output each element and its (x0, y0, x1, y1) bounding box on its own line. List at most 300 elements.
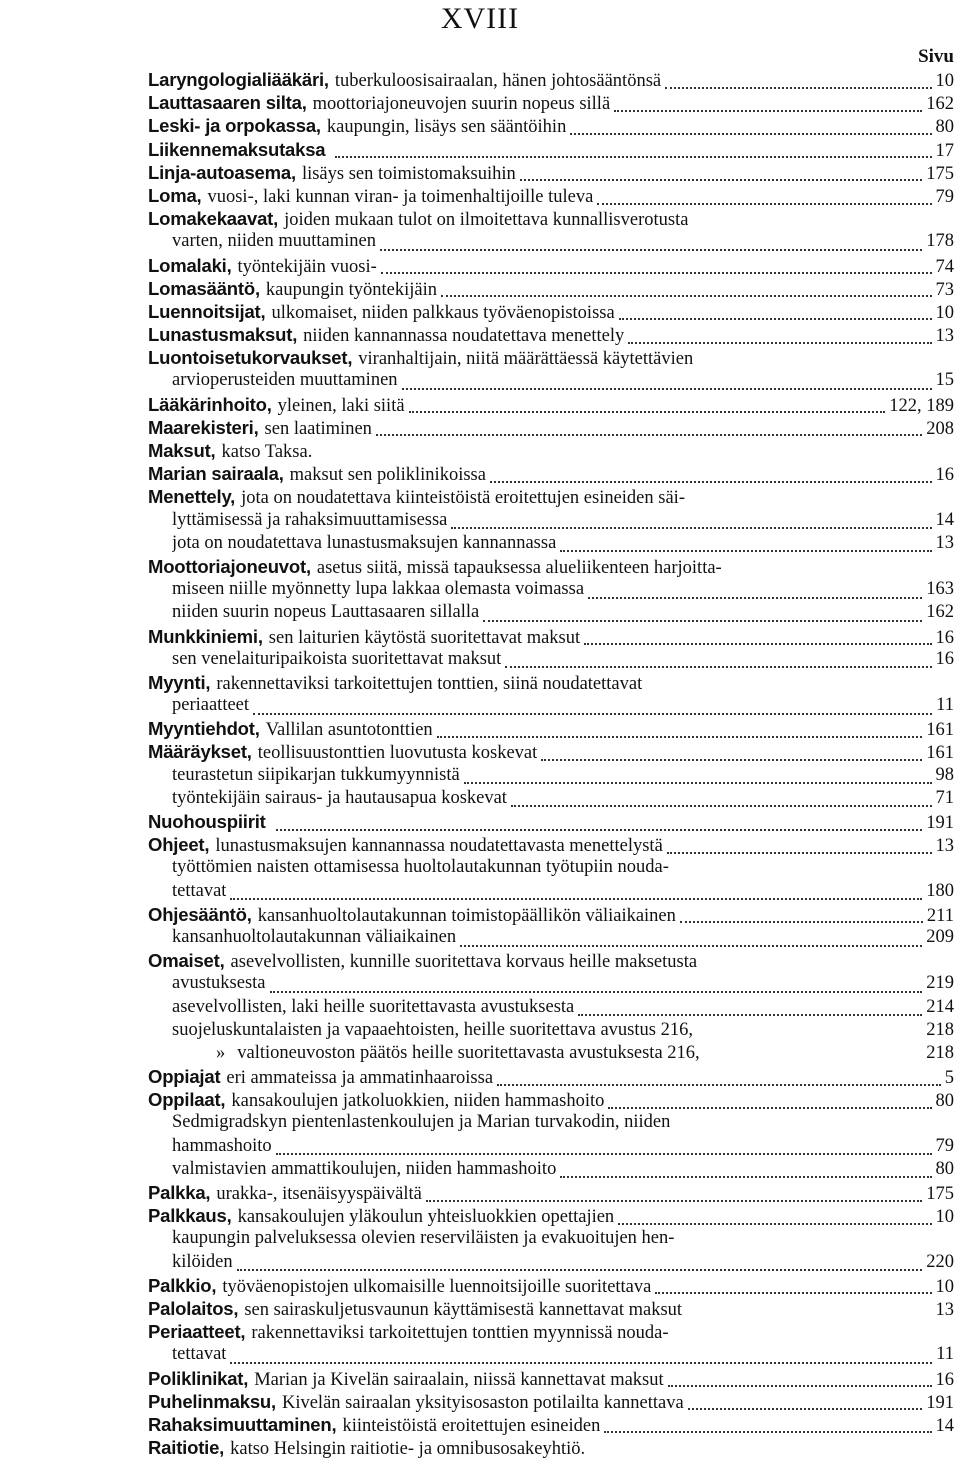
page-reference: 15 (935, 370, 954, 391)
dot-leader (619, 306, 932, 320)
entry-text (148, 671, 642, 694)
dot-leader (560, 1164, 931, 1178)
index-entry (148, 114, 954, 137)
index-entry (148, 1413, 954, 1436)
entry-description: kansanhuoltolautakunnan toimistopäällikön väliaikainen (257, 905, 676, 926)
entry-text (148, 1413, 600, 1436)
page-reference: 80 (935, 1091, 954, 1112)
entry-description: katso Taksa. (221, 442, 313, 462)
page-reference: 74 (935, 256, 954, 277)
index-entry (148, 764, 954, 787)
entry-description: ulkomaiset, niiden palkkaus työväenopistoissa (271, 302, 615, 323)
page-reference: 13 (935, 326, 954, 347)
entry-keyword: Palkkaus, (148, 1205, 232, 1227)
dot-leader (464, 770, 932, 784)
entry-description: työväenopistojen ulkomaisille luennoitsijoille suoritettava (222, 1276, 652, 1297)
entry-description: viranhaltijain, niitä määrättäessä käytettävien (358, 349, 694, 370)
index-entry (148, 1111, 954, 1134)
entry-description: kiinteistöistä eroitettujen esineiden (342, 1415, 601, 1436)
entry-keyword: Maarekisteri, (148, 416, 259, 438)
page-reference: 209 (926, 926, 954, 947)
entry-description: tuberkuloosisairaalan, hänen johtosääntönsä (334, 71, 662, 91)
entry-description: niiden kannannassa noudatettava menettely (303, 326, 625, 347)
index-entry (148, 1367, 954, 1390)
entry-description: lyttämisessä ja rahaksimuuttamisessa (172, 509, 448, 530)
entry-keyword: Lauttasaaren silta, (148, 92, 307, 114)
index-entry (148, 648, 954, 671)
dot-leader (614, 98, 922, 112)
page-reference: 175 (926, 163, 954, 184)
entry-text (148, 346, 693, 369)
entry-text (148, 740, 537, 763)
entry-description: Marian ja Kivelän sairaalain, niissä kannettavat maksut (254, 1369, 664, 1390)
entry-keyword: Palkkio, (148, 1274, 217, 1296)
entry-description: sen laatiminen (264, 418, 372, 439)
page-reference: 16 (935, 465, 954, 486)
page-reference: 191 (926, 813, 954, 833)
entry-text (148, 1065, 493, 1088)
index-entry (148, 880, 954, 903)
dot-leader (437, 724, 923, 738)
entry-description: hammashoito (172, 1135, 272, 1156)
entry-description: jota on noudatettava kiinteistöistä eroitettujen esineiden säi- (241, 488, 685, 509)
index-entry (148, 138, 954, 161)
entry-text (148, 300, 615, 323)
entry-text (172, 926, 456, 949)
index-entry (148, 462, 954, 485)
dot-leader (483, 608, 922, 622)
dot-leader (688, 1396, 923, 1410)
entry-description: sen sairaskuljetusvaunun käyttämisestä kannettavat maksut (244, 1299, 683, 1320)
dot-leader (409, 399, 886, 413)
entry-keyword: Loma, (148, 184, 202, 206)
entry-description: avustuksesta (172, 973, 266, 994)
page-reference: 218 (926, 1019, 954, 1040)
entry-text (172, 764, 460, 787)
index-entry (148, 555, 954, 578)
page-reference: 161 (926, 743, 954, 764)
dot-leader (668, 1373, 932, 1387)
dot-leader (578, 1002, 922, 1016)
entry-keyword: Palkka, (148, 1182, 211, 1203)
entry-keyword: Lääkärinhoito, (148, 393, 272, 415)
index-entry (148, 323, 954, 346)
dot-leader (270, 979, 923, 993)
entry-text (172, 1042, 700, 1065)
index-entry (148, 277, 954, 300)
entry-text (148, 1181, 422, 1204)
entry-text (148, 949, 697, 972)
entry-description: tettavat (172, 1344, 227, 1365)
page-reference: 219 (926, 973, 954, 994)
entry-text (172, 856, 669, 879)
entry-keyword: Marian sairaala, (148, 463, 284, 485)
entry-description: sen venelaituripaikoista suoritettavat maksut (172, 648, 502, 669)
entry-text (148, 1297, 682, 1320)
index-entry (148, 717, 954, 740)
dot-leader (667, 840, 932, 854)
page-reference: 122, 189 (889, 395, 954, 416)
index-entry (148, 949, 954, 972)
entry-description: vuosi-, laki kunnan viran- ja toimenhaltijoille tuleva (207, 186, 594, 207)
index-entry (148, 346, 954, 369)
entry-keyword: Maksut, (148, 440, 216, 461)
index-list (148, 68, 954, 1459)
entry-keyword: Luennoitsijat, (148, 300, 266, 322)
entry-description: Sedmigradskyn pientenlastenkoulujen ja Marian turvakodin, niiden (172, 1112, 671, 1133)
entry-keyword: Nuohouspiirit (148, 811, 266, 832)
entry-text (148, 1320, 669, 1343)
entry-description: kansakoulujen yläkoulun yhteisluokkien opettajien (237, 1207, 615, 1228)
dot-leader (570, 121, 931, 135)
index-entry (148, 1019, 954, 1042)
page-reference: 180 (926, 880, 954, 901)
entry-description: tettavat (172, 880, 227, 901)
index-entry (148, 439, 954, 462)
entry-description: maksut sen poliklinikoissa (289, 465, 486, 486)
index-entry (148, 694, 954, 717)
index-entry (148, 1343, 954, 1366)
dot-leader (520, 167, 923, 181)
page-reference: 214 (926, 996, 954, 1017)
dot-leader (618, 1211, 931, 1225)
entry-description: jota on noudatettava lunastusmaksujen kannannassa (172, 532, 557, 553)
entry-text (172, 1158, 556, 1181)
entry-description: miseen niille myönnetty lupa lakkaa olemasta voimassa (172, 579, 585, 600)
dot-leader (655, 1280, 931, 1294)
entry-text (148, 323, 624, 346)
index-entry (148, 1042, 954, 1065)
entry-keyword: Puhelinmaksu, (148, 1390, 276, 1412)
index-entry (148, 207, 954, 230)
index-entry (148, 926, 954, 949)
entry-text (148, 810, 272, 833)
entry-keyword: Ohjesääntö, (148, 903, 252, 925)
entry-text (148, 114, 566, 137)
page-reference: 13 (935, 836, 954, 857)
entry-keyword: Lomasääntö, (148, 277, 260, 299)
page-reference: 10 (935, 1276, 954, 1297)
entry-keyword: Omaiset, (148, 950, 225, 972)
entry-description: arvioperusteiden muuttaminen (172, 370, 398, 391)
entry-text (148, 1274, 651, 1297)
index-entry (148, 393, 954, 416)
entry-keyword: Laryngologialiääkäri, (148, 69, 329, 90)
entry-description: kansakoulujen jatkoluokkien, niiden hammashoito (231, 1091, 605, 1112)
index-entry (148, 671, 954, 694)
entry-keyword: Lomakekaavat, (148, 208, 279, 230)
entry-text (172, 1135, 272, 1158)
entry-text (172, 787, 507, 810)
index-entry (148, 300, 954, 323)
entry-keyword: Raitiotie, (148, 1437, 225, 1459)
entry-text (148, 416, 372, 439)
dot-leader (253, 701, 932, 715)
page-reference: 175 (926, 1184, 954, 1204)
index-entry (148, 416, 954, 439)
entry-text (148, 1390, 684, 1413)
page-reference: 71 (935, 787, 954, 808)
entry-text (148, 254, 377, 277)
entry-text (148, 277, 437, 300)
entry-description: niiden suurin nopeus Lauttasaaren sillalla (172, 602, 480, 623)
entry-description: kaupungin työntekijäin (265, 279, 438, 300)
entry-description: lisäys sen toimistomaksuihin (301, 163, 516, 184)
dot-leader (426, 1188, 922, 1202)
dot-leader (441, 283, 931, 297)
entry-description: teollisuustonttien luovutusta koskevat (257, 743, 538, 764)
page-reference: 162 (926, 602, 954, 623)
entry-description: työntekijäin vuosi- (237, 256, 377, 277)
index-entry (148, 1251, 954, 1274)
index-entry (148, 996, 954, 1019)
entry-text (148, 138, 331, 161)
entry-text (148, 1436, 585, 1459)
page-reference: 80 (935, 117, 954, 138)
entry-text (148, 462, 486, 485)
index-entry (148, 369, 954, 392)
entry-description: valtioneuvoston päätös heille suoritettavasta avustuksesta 216, (237, 1042, 700, 1063)
entry-text (148, 161, 516, 184)
entry-description: rakennettaviksi tarkoitettujen tonttien, siinä noudatettavat (216, 673, 643, 694)
entry-description: kilöiden (172, 1251, 233, 1272)
entry-keyword: Ohjeet, (148, 834, 210, 856)
entry-keyword: Moottoriajoneuvot, (148, 555, 311, 577)
dot-leader (380, 237, 922, 251)
page-reference: 14 (935, 509, 954, 530)
page-reference: 178 (926, 231, 954, 252)
entry-keyword: Määräykset, (148, 741, 252, 763)
dot-leader (276, 1141, 932, 1155)
page-reference: 10 (935, 1207, 954, 1228)
page-reference: 161 (926, 720, 954, 741)
entry-description: kaupungin palveluksessa olevien reserviläisten ja evakuoitujen hen- (172, 1228, 675, 1249)
entry-text (148, 485, 685, 508)
index-entry (148, 740, 954, 763)
entry-description: kaupungin, lisäys sen sääntöihin (326, 117, 567, 138)
dot-leader (276, 817, 923, 831)
entry-keyword: Munkkiniemi, (148, 625, 263, 647)
entry-text (172, 1227, 674, 1250)
index-entry (148, 1065, 954, 1088)
entry-text (148, 625, 580, 648)
entry-description: teurastetun siipikarjan tukkumyynnistä (172, 764, 460, 785)
index-entry (148, 1158, 954, 1181)
entry-text (148, 1204, 614, 1227)
page-reference: 11 (936, 695, 954, 716)
dot-leader (376, 422, 922, 436)
page-reference: 13 (935, 532, 954, 553)
entry-description: asevelvollisten, laki heille suoritettavasta avustuksesta (172, 996, 575, 1017)
index-entry (148, 1436, 954, 1459)
dot-leader (230, 886, 922, 900)
entry-description: katso Helsingin raitiotie- ja omnibusosakeyhtiö. (230, 1439, 586, 1460)
index-entry (148, 1320, 954, 1343)
entry-text (148, 717, 433, 740)
index-entry (148, 1135, 954, 1158)
page-reference: 79 (935, 186, 954, 207)
entry-keyword: Oppilaat, (148, 1089, 226, 1111)
dot-leader (505, 654, 931, 668)
index-entry (148, 578, 954, 601)
dot-leader (381, 260, 932, 274)
entry-text (172, 230, 376, 253)
index-entry (148, 1274, 954, 1297)
index-entry (148, 532, 954, 555)
index-entry (148, 509, 954, 532)
page-reference: 16 (935, 627, 954, 648)
entry-text (172, 694, 249, 717)
index-entry (148, 1088, 954, 1111)
dot-leader (497, 1072, 941, 1086)
index-entry (148, 972, 954, 995)
index-entry (148, 1390, 954, 1413)
entry-text (148, 207, 688, 230)
entry-description: sen laiturien käytöstä suoritettavat maksut (268, 627, 581, 648)
entry-description: urakka-, itsenäisyyspäivältä (216, 1184, 422, 1204)
index-entry (148, 833, 954, 856)
entry-keyword: Linja-autoasema, (148, 161, 296, 183)
entry-text (148, 1088, 604, 1111)
entry-text (172, 369, 398, 392)
entry-description: suojeluskuntalaisten ja vapaaehtoisten, heille suoritettava avustus 216, (172, 1019, 693, 1040)
entry-text (172, 1019, 693, 1042)
index-entry (148, 254, 954, 277)
entry-keyword: Lunastusmaksut, (148, 324, 298, 346)
index-entry (148, 91, 954, 114)
entry-description: asevelvollisten, kunnille suoritettava korvaus heille maksetusta (230, 952, 698, 973)
dot-leader (665, 75, 931, 89)
entry-description: rakennettaviksi tarkoitettujen tonttien myynnissä nouda- (251, 1323, 669, 1344)
dot-leader (460, 933, 922, 947)
entry-keyword: Oppiajat (148, 1066, 221, 1088)
dot-leader (608, 1095, 931, 1109)
entry-description: joiden mukaan tulot on ilmoitettava kunnallisverotusta (284, 210, 689, 231)
page-reference: 11 (936, 1344, 954, 1365)
dot-leader (490, 469, 932, 483)
dot-leader (560, 538, 931, 552)
entry-text (148, 1367, 664, 1390)
index-entry (148, 903, 954, 926)
entry-keyword: Palolaitos, (148, 1297, 239, 1319)
entry-text (148, 184, 593, 207)
index-entry (148, 68, 954, 91)
index-entry (148, 1181, 954, 1204)
entry-text (148, 903, 676, 926)
entry-description: periaatteet (172, 695, 250, 716)
dot-leader (584, 631, 931, 645)
page-reference: 16 (935, 1369, 954, 1390)
entry-text (148, 68, 661, 91)
entry-text (148, 555, 722, 578)
entry-description: yleinen, laki siitä (277, 395, 405, 416)
index-entry (148, 485, 954, 508)
entry-text (172, 532, 556, 555)
dot-leader (402, 376, 932, 390)
page-reference: 208 (926, 418, 954, 439)
dot-leader (541, 747, 922, 761)
page-reference: 79 (935, 1135, 954, 1156)
page-reference: 16 (935, 648, 954, 669)
entry-description: Kivelän sairaalan yksityisosaston potilailta kannettava (281, 1392, 684, 1413)
entry-description: Vallilan asuntotonttien (265, 720, 433, 741)
index-entry (148, 161, 954, 184)
index-entry (148, 810, 954, 833)
entry-keyword: Myynti, (148, 671, 211, 693)
page-reference: 10 (935, 71, 954, 91)
entry-text (172, 972, 266, 995)
page-column-header: Sivu (918, 46, 954, 67)
index-entry (148, 601, 954, 624)
entry-description: työttömien naisten ottamisessa huoltolautakunnan työtupiin nouda- (172, 857, 669, 878)
page-reference: 98 (935, 764, 954, 785)
page-reference: 17 (935, 140, 954, 161)
dot-leader (230, 1350, 932, 1364)
entry-keyword: Leski- ja orpokassa, (148, 115, 321, 137)
page-reference: 13 (935, 1299, 954, 1320)
dot-leader (680, 909, 923, 923)
entry-description: kansanhuoltolautakunnan väliaikainen (172, 926, 457, 947)
entry-text (172, 601, 479, 624)
entry-description: moottoriajoneuvojen suurin nopeus sillä (312, 94, 611, 115)
dot-leader (511, 793, 932, 807)
page-reference: 220 (926, 1251, 954, 1272)
entry-text (148, 439, 312, 462)
entry-text (148, 91, 610, 114)
entry-description: asetus siitä, missä tapauksessa alueliikenteen harjoitta- (316, 557, 722, 578)
dot-leader (451, 515, 931, 529)
index-entry (148, 1227, 954, 1250)
dot-leader (604, 1419, 931, 1433)
entry-text (172, 1111, 670, 1134)
entry-keyword: Menettely, (148, 486, 236, 508)
entry-text (172, 880, 226, 903)
index-entry (148, 625, 954, 648)
entry-keyword: Rahaksimuuttaminen, (148, 1413, 337, 1435)
page-reference: 10 (935, 302, 954, 323)
entry-text (148, 393, 405, 416)
entry-description: lunastusmaksujen kannannassa noudatettavasta menettelystä (215, 836, 663, 857)
entry-description: varten, niiden muuttaminen (172, 231, 376, 252)
page-reference: 191 (926, 1392, 954, 1413)
index-entry (148, 1204, 954, 1227)
entry-text (172, 578, 584, 601)
index-entry (148, 856, 954, 879)
page-reference: 211 (926, 905, 954, 926)
entry-text (172, 1251, 233, 1274)
entry-keyword: Luontoisetukorvaukset, (148, 347, 353, 369)
page-reference: 14 (935, 1415, 954, 1436)
index-entry (148, 787, 954, 810)
entry-description: eri ammateissa ja ammatinhaaroissa (226, 1068, 494, 1089)
index-entry (148, 1297, 954, 1320)
page-reference: 163 (926, 579, 954, 600)
page-number: XVIII (440, 2, 520, 35)
entry-keyword: Myyntiehdot, (148, 718, 260, 740)
entry-description: valmistavien ammattikoulujen, niiden hammashoito (172, 1158, 557, 1179)
entry-keyword: Periaatteet, (148, 1321, 246, 1343)
page-reference: 162 (926, 94, 954, 115)
index-entry (148, 184, 954, 207)
index-entry (148, 230, 954, 253)
page-reference: 218 (926, 1042, 954, 1063)
dot-leader (588, 585, 922, 599)
page-reference: 80 (935, 1158, 954, 1179)
page-reference: 5 (944, 1068, 954, 1089)
dot-leader (237, 1257, 923, 1271)
entry-description: työntekijäin sairaus- ja hautausapua koskevat (172, 787, 507, 808)
entry-text (172, 509, 447, 532)
